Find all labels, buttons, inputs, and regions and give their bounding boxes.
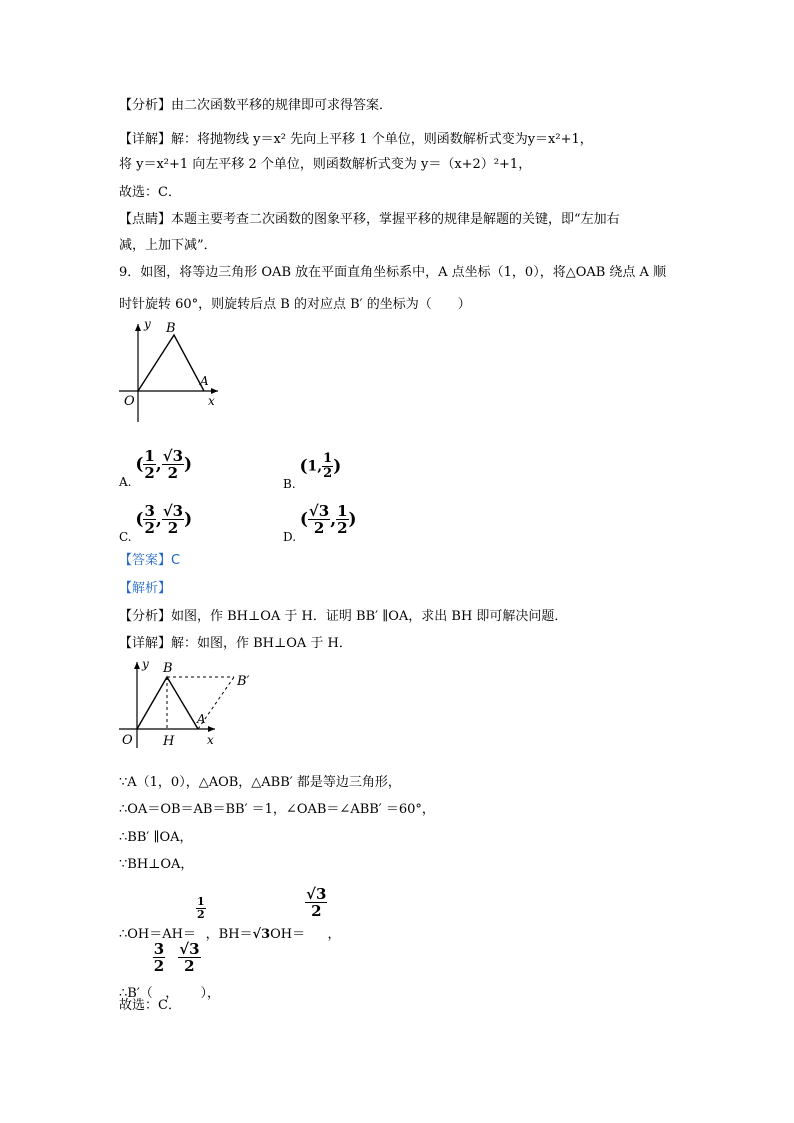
option-a-frac2-num: √3 bbox=[162, 447, 184, 465]
sol-step2: ∴OA＝OB＝AB＝BB′ ＝1，∠OAB＝∠ABB′ ＝60°， bbox=[119, 802, 435, 817]
option-d-letter: D. bbox=[283, 530, 297, 544]
option-b-frac-den: 2 bbox=[323, 466, 333, 481]
q9-stem-line2: 时针旋转 60°，则旋转后点 B 的对应点 B′ 的坐标为（ ） bbox=[119, 297, 471, 312]
q9-label-a: A bbox=[200, 374, 209, 388]
sol-analysis: 【分析】如图，作 BH⊥OA 于 H．证明 BB′ ∥OA，求出 BH 即可解决问题． bbox=[119, 609, 568, 624]
sol-label-a: A bbox=[197, 712, 206, 726]
sol-label-y: y bbox=[142, 657, 149, 671]
q9-label-o: O bbox=[124, 394, 135, 409]
q9-stem-line1: 9．如图，将等边三角形 OAB 放在平面直角坐标系中，A 点坐标（1，0），将△OAB 绕点 A 顺 bbox=[119, 265, 667, 280]
option-c-frac2-den: 2 bbox=[167, 519, 179, 537]
prev-comment-line1: 【点睛】本题主要考查二次函数的图象平移，掌握平移的规律是解题的关键，即“左加右 bbox=[119, 212, 620, 227]
prev-detail-line1: 【详解】解：将抛物线 y＝x² 先向上平移 1 个单位，则函数解析式变为y＝x²+1， bbox=[119, 132, 593, 147]
sol-step5-sqrt: √3 bbox=[252, 927, 271, 942]
option-b-whole: 1, bbox=[307, 458, 323, 475]
sol-step6-frac2-den: 2 bbox=[184, 957, 195, 975]
sol-step6-frac2-num: √3 bbox=[179, 940, 200, 958]
prev-comment-line2: 减，上加下减”． bbox=[119, 238, 217, 253]
sol-step5-oh: OH＝ bbox=[270, 927, 306, 942]
option-d-frac1-den: 2 bbox=[313, 519, 325, 537]
prev-choice: 故选：C． bbox=[119, 185, 181, 200]
option-c-frac2-num: √3 bbox=[162, 502, 184, 520]
sol-step6-pre: ∴B′（ bbox=[119, 986, 153, 1001]
prev-detail-line2: 将 y＝x²+1 向左平移 2 个单位，则函数解析式变为 y＝（x+2）²+1， bbox=[119, 157, 532, 172]
sol-label-x: x bbox=[207, 733, 214, 747]
option-d-frac1-num: √3 bbox=[308, 502, 330, 520]
option-a-frac2-den: 2 bbox=[167, 464, 179, 482]
q9-label-y: y bbox=[144, 317, 151, 331]
q9-label-x: x bbox=[208, 394, 215, 408]
solution-tag: 【解析】 bbox=[119, 581, 172, 596]
sol-step3: ∴BB′ ∥OA， bbox=[119, 830, 193, 845]
option-b-letter: B. bbox=[283, 477, 296, 491]
option-c[interactable]: C. ( $\frac{3}{2}$ , $\frac{√3}{2}$ ) bbox=[119, 502, 193, 544]
sol-step6 bbox=[119, 941, 220, 1001]
prev-analysis: 【分析】由二次函数平移的规律即可求得答案． bbox=[119, 98, 393, 113]
sol-step6-frac1-den: 2 bbox=[153, 957, 165, 975]
sol-step4: ∵BH⊥OA， bbox=[119, 857, 194, 872]
sol-step5-pre: ∴OH＝AH＝ bbox=[119, 927, 196, 942]
sol-label-o: O bbox=[122, 733, 133, 748]
option-b[interactable]: B. (1, $\frac{1}{2}$ ) bbox=[283, 451, 342, 491]
option-a[interactable]: A. ( $\frac{1}{2}$ , $\frac{√3}{2}$ ) bbox=[119, 447, 193, 489]
option-a-frac1-num: 1 bbox=[144, 447, 155, 465]
option-a-letter: A. bbox=[119, 475, 132, 489]
sol-label-h: H bbox=[163, 734, 175, 749]
sol-step1: ∵A（1，0），△AOB，△ABB′ 都是等边三角形， bbox=[119, 775, 401, 790]
sol-choice: 故选：C． bbox=[119, 998, 181, 1013]
sol-step6-comma: ， bbox=[165, 986, 179, 1001]
option-d-frac2-num: 1 bbox=[337, 502, 348, 520]
sol-step5-end: ， bbox=[327, 927, 341, 942]
sol-step6-frac1-num: 3 bbox=[153, 940, 165, 958]
solution-figure bbox=[112, 656, 272, 751]
sol-label-b: B bbox=[163, 661, 173, 676]
q9-figure bbox=[112, 316, 232, 428]
option-c-frac1-num: 3 bbox=[144, 502, 155, 520]
sol-label-bp: B′ bbox=[237, 674, 250, 689]
sol-step5-frac1-den: 2 bbox=[197, 908, 205, 921]
option-a-frac1-den: 2 bbox=[144, 464, 155, 482]
sol-step5 bbox=[119, 886, 340, 942]
sol-step5-frac2-num: √3 bbox=[306, 885, 327, 903]
option-d-frac2-den: 2 bbox=[337, 519, 348, 537]
option-c-frac1-den: 2 bbox=[144, 519, 155, 537]
sol-detail: 【详解】解：如图，作 BH⊥OA 于 H． bbox=[119, 636, 352, 651]
option-b-frac-num: 1 bbox=[323, 451, 333, 466]
option-d[interactable]: D. ( $\frac{√3}{2}$ , $\frac{1}{2}$ ) bbox=[283, 502, 357, 544]
option-c-letter: C. bbox=[119, 530, 132, 544]
answer-tag: 【答案】C bbox=[119, 553, 181, 568]
sol-step5-frac2-den: 2 bbox=[311, 902, 322, 920]
sol-step5-mid: ，BH＝ bbox=[205, 927, 253, 942]
sol-step6-end: ）， bbox=[200, 986, 221, 1001]
q9-label-b: B bbox=[166, 321, 176, 336]
sol-step5-frac1-num: 1 bbox=[197, 895, 205, 908]
